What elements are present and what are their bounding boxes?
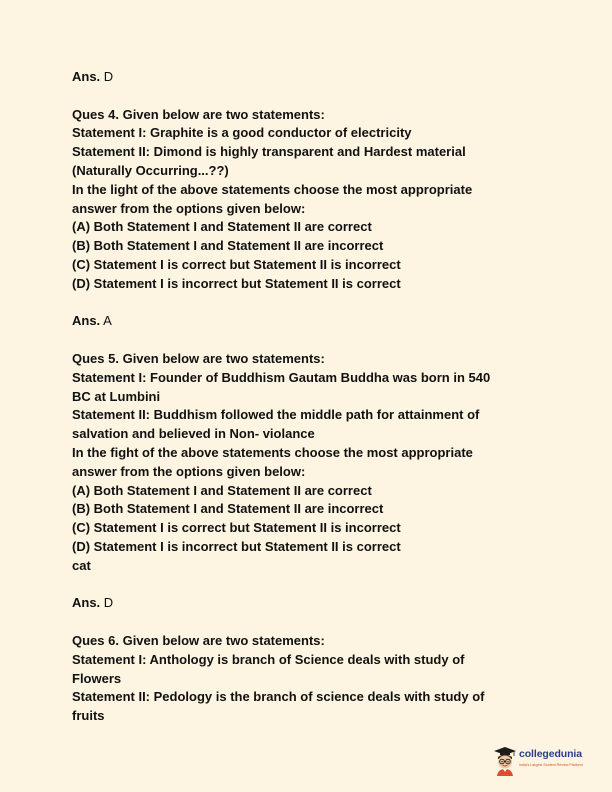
mascot-icon [493, 746, 517, 776]
statement-1: Statement I: Founder of Buddhism Gautam Buddha was born in 540 [72, 369, 491, 385]
answer-previous [72, 68, 542, 87]
answer-label: Ans. [72, 69, 101, 84]
statement-1: Statement I: Graphite is a good conductor of electricity [72, 125, 412, 141]
instruction-cont: answer from the options given below: [72, 463, 306, 479]
answer-value: D [103, 595, 114, 611]
statement-1: Statement I: Anthology is branch of Science deals with study of [72, 651, 465, 667]
statement-2-cont: (Naturally Occurring...??) [72, 162, 229, 178]
question-4 [72, 106, 542, 294]
question-title: Ques 6. Given below are two statements: [72, 632, 325, 648]
statement-2-cont: fruits [72, 708, 105, 724]
answer-value: D [103, 69, 114, 84]
question-title: Ques 4. Given below are two statements: [72, 106, 325, 122]
statement-1-cont: Flowers [72, 670, 122, 686]
answer-q5 [72, 594, 542, 613]
option-a: (A) Both Statement I and Statement II are correct [72, 219, 372, 235]
statement-2-cont: salvation and believed in Non- violance [72, 426, 315, 442]
statement-1-cont: BC at Lumbini [72, 388, 161, 404]
stray-text: cat [72, 557, 91, 573]
answer-label: Ans. [72, 313, 101, 329]
document-body [72, 68, 542, 726]
collegedunia-logo [493, 746, 603, 782]
logo-tagline: India's Largest Student Review Platform [519, 763, 583, 767]
instruction-cont: answer from the options given below: [72, 200, 306, 216]
option-b: (B) Both Statement I and Statement II are incorrect [72, 501, 384, 517]
instruction: In the light of the above statements choose the most appropriate [72, 181, 473, 197]
statement-2: Statement II: Dimond is highly transparent and Hardest material [72, 144, 466, 160]
logo-name: collegedunia [519, 748, 582, 760]
question-title: Ques 5. Given below are two statements: [72, 350, 325, 366]
instruction: In the fight of the above statements choose the most appropriate [72, 444, 473, 460]
question-6 [72, 632, 542, 726]
option-c: (C) Statement I is correct but Statement II is incorrect [72, 256, 401, 272]
option-d: (D) Statement I is incorrect but Statement II is correct [72, 538, 401, 554]
option-b: (B) Both Statement I and Statement II are incorrect [72, 238, 384, 254]
statement-2: Statement II: Pedology is the branch of science deals with study of [72, 689, 485, 705]
option-c: (C) Statement I is correct but Statement II is incorrect [72, 520, 401, 536]
question-5 [72, 350, 542, 576]
answer-value: A [103, 313, 112, 329]
answer-label: Ans. [72, 595, 101, 611]
option-d: (D) Statement I is incorrect but Statement II is correct [72, 275, 401, 291]
statement-2: Statement II: Buddhism followed the middle path for attainment of [72, 407, 480, 423]
option-a: (A) Both Statement I and Statement II are correct [72, 482, 372, 498]
answer-q4 [72, 312, 542, 331]
